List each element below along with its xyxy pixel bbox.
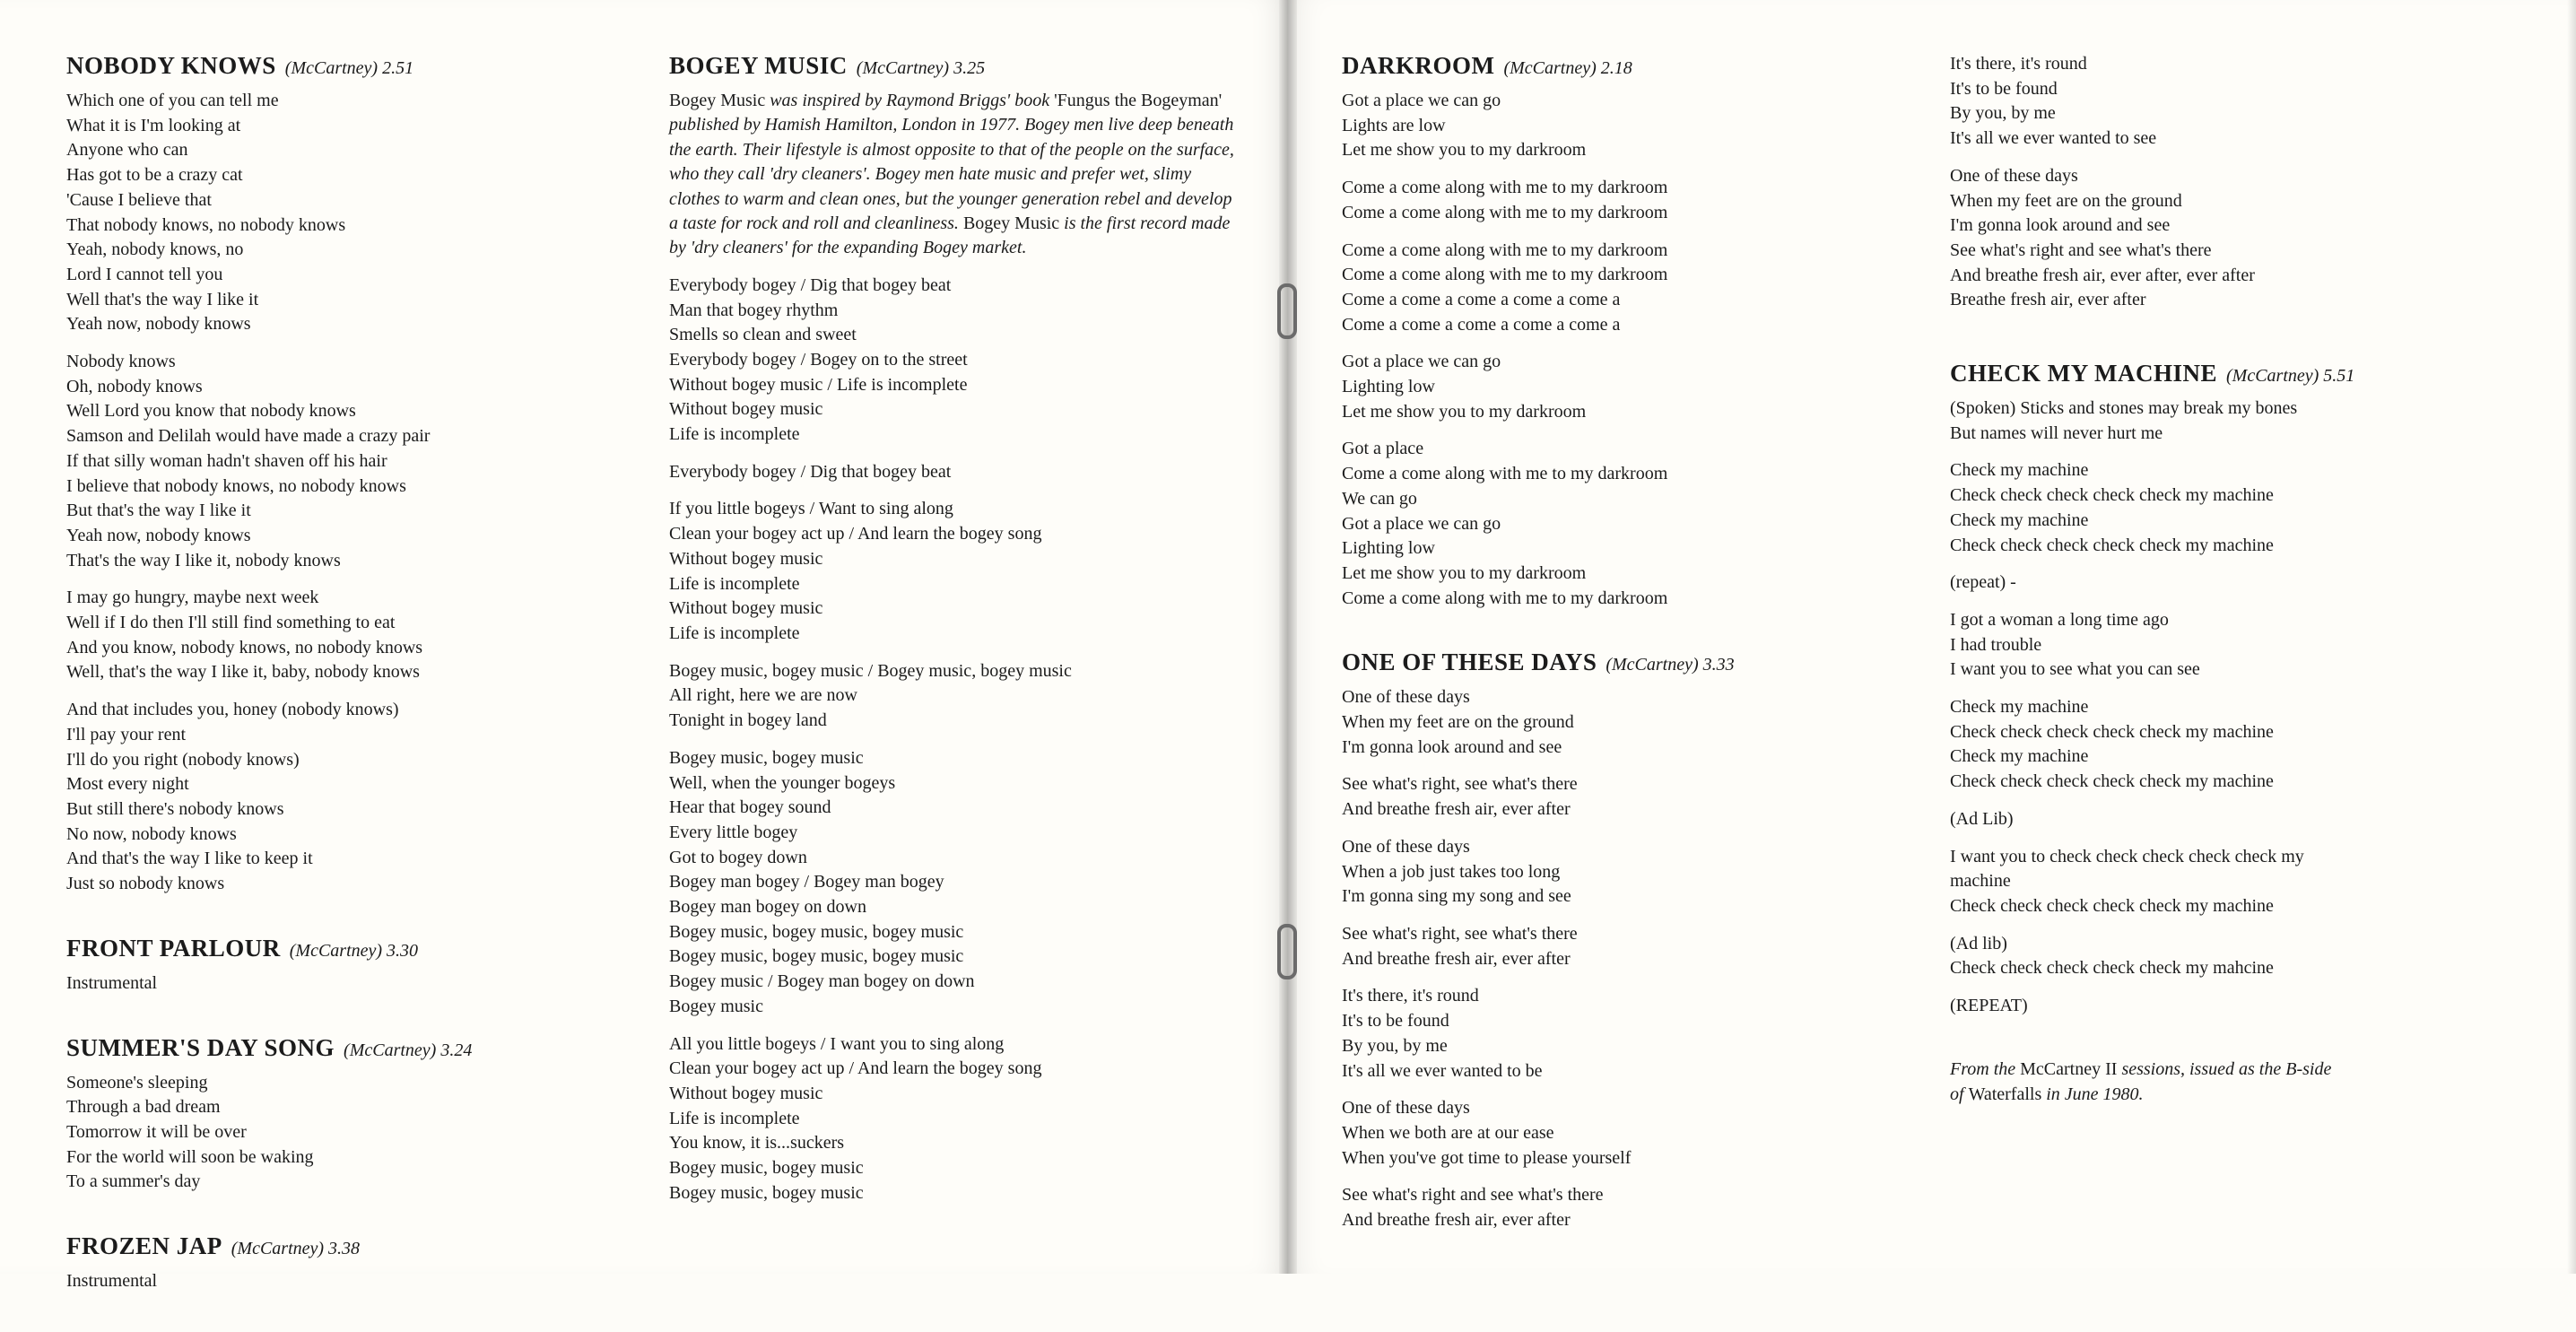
lyric-line: Hear that bogey sound [669,797,831,818]
lyric-line: I got a woman a long time ago [1950,609,2169,630]
lyric-stanza [66,1269,587,1294]
lyric-line: Without bogey music / Life is incomplete [669,374,968,395]
lyric-line: I'm gonna look around and see [1342,736,1562,757]
lyric-line: Check check check check check my machine [1950,485,2274,506]
lyric-line: All right, here we are now [669,685,857,706]
lyric-line: One of these days [1950,165,2078,186]
lyric-line: It's all we ever wanted to see [1950,128,2157,149]
lyric-line: Got to bogey down [669,847,807,867]
song-title: FRONT PARLOUR [66,934,281,962]
lyric-line: Check check check check check my machine [1950,771,2274,792]
lyric-line: Check check check check check my mahcine [1950,958,2274,979]
staple-bottom [1277,924,1297,979]
lyric-line: Yeah now, nobody knows [66,525,251,545]
lyric-stanza [66,586,587,685]
note-text-b: was inspired by Raymond Briggs' book [765,91,1055,110]
lyric-line: One of these days [1342,836,1470,857]
lyric-line: Got a place we can go [1342,91,1501,110]
lyric-line: Without bogey music [669,1083,823,1103]
lyric-stanza [1950,845,2506,919]
song-title: BOGEY MUSIC [669,52,848,79]
lyric-line: If that silly woman hadn't shaven off his hair [66,450,387,471]
lyric-line: By you, by me [1950,103,2056,124]
lyric-line: Come a come along with me to my darkroom [1342,464,1668,484]
lyric-line: Through a bad dream [66,1097,221,1118]
song-block [66,52,587,897]
lyric-stanza [1950,396,2506,446]
song-title: CHECK MY MACHINE [1950,360,2217,387]
lyric-line: Check my machine [1950,509,2089,530]
lyric-line: All you little bogeys / I want you to sing along [669,1033,1005,1054]
lyric-stanza [1950,164,2506,313]
lyric-stanza [1342,984,1898,1084]
lyric-line: Bogey music / Bogey man bogey on down [669,971,975,992]
lyric-line: Bogey music, bogey music [669,1182,864,1203]
column-4 [1950,52,2506,1107]
lyric-line: It's all we ever wanted to be [1342,1060,1543,1081]
lyric-line: (Ad lib) [1950,933,2007,953]
lyric-line: That's the way I like it, nobody knows [66,550,341,570]
footnote-text-d: of [1950,1084,1969,1104]
lyric-line: When we both are at our ease [1342,1122,1554,1143]
lyric-line: Without bogey music [669,548,823,569]
lyric-line: Life is incomplete [669,573,800,594]
lyric-line: And breathe fresh air, ever after, ever after [1950,265,2255,285]
footnote-text-a: From the [1950,1058,2021,1079]
lyric-line: Everybody bogey / Dig that bogey beat [669,461,952,482]
song-block [1342,52,1898,611]
lyric-line: And breathe fresh air, ever after [1342,799,1571,820]
song-block [1950,360,2506,1019]
lyric-line: I had trouble [1950,634,2042,655]
lyric-line: Just so nobody knows [66,874,225,894]
lyric-line: But that's the way I like it [66,501,251,521]
lyric-line: Anyone who can [66,140,188,161]
lyric-line: Nobody knows [66,352,176,372]
lyric-line: Well, when the younger bogeys [669,772,896,793]
lyric-stanza [1342,176,1898,225]
footnote-text-f: in June 1980. [2041,1084,2144,1104]
column-1 [66,52,587,1332]
song-credit: (McCartney) 3.33 [1606,655,1735,675]
lyric-line: You know, it is...suckers [669,1133,845,1154]
lyric-line: And that's the way I like to keep it [66,849,313,869]
note-text-a: Bogey Music [669,91,766,110]
lyric-line: 'Cause I believe that [66,189,212,210]
lyric-line: I may go hungry, maybe next week [66,588,319,608]
lyric-stanza [66,698,587,897]
lyric-line: Life is incomplete [669,1108,800,1128]
song-list [1950,360,2506,1019]
continuation-block [1950,52,2506,313]
lyric-line: (REPEAT) [1950,996,2028,1016]
lyric-line: It's there, it's round [1950,54,2087,74]
lyric-stanza [1950,52,2506,152]
column-3 [1342,52,1898,1271]
lyric-line: Tomorrow it will be over [66,1121,247,1142]
lyric-line: Which one of you can tell me [66,91,279,110]
song-credit: (McCartney) 3.25 [856,58,986,78]
song-block [669,52,1243,1206]
lyric-line: One of these days [1342,687,1470,708]
lyric-line: And breathe fresh air, ever after [1342,948,1571,969]
lyric-line: I believe that nobody knows, no nobody knows [66,475,406,496]
lyric-line: Instrumental [66,1271,158,1292]
song-credit: (McCartney) 5.51 [2226,366,2355,387]
lyric-stanza [1950,458,2506,558]
lyric-line: Got a place we can go [1342,513,1501,534]
song-title: ONE OF THESE DAYS [1342,649,1597,676]
lyric-line: That nobody knows, no nobody knows [66,214,346,235]
lyric-line: Samson and Delilah would have made a crazy pair [66,426,431,447]
lyric-stanza [1950,994,2506,1019]
continuation-lyrics [1950,52,2506,313]
lyric-line: To a summer's day [66,1171,201,1192]
lyric-line: Let me show you to my darkroom [1342,401,1587,422]
lyric-stanza [1342,685,1898,760]
lyric-line: Life is incomplete [669,622,800,643]
lyric-stanza [1342,1183,1898,1232]
lyric-stanza [1342,1096,1898,1171]
lyric-line: Most every night [66,774,189,795]
song-header [66,1232,587,1260]
song-title: NOBODY KNOWS [66,52,276,79]
lyric-line: Lighting low [1342,377,1435,397]
lyric-stanza [1342,922,1898,971]
lyric-line: Well, that's the way I like it, baby, nobody knows [66,662,420,683]
lyric-line: (Ad Lib) [1950,808,2014,829]
lyric-line: Got a place we can go [1342,352,1501,372]
song-header [1342,649,1898,676]
page-edge-shadow [2567,0,2576,1274]
footnote [1950,1057,2506,1107]
lyric-line: Got a place [1342,439,1424,459]
song-title: DARKROOM [1342,52,1495,79]
lyric-line: Check my machine [1950,697,2089,718]
lyric-line: If you little bogeys / Want to sing along [669,499,953,519]
lyric-line: machine [1950,871,2011,892]
song-header [1342,52,1898,80]
lyric-stanza [669,1032,1243,1206]
lyric-line: Bogey music, bogey music [669,747,864,768]
booklet-gutter [1279,0,1297,1274]
lyric-line: Everybody bogey / Bogey on to the street [669,349,968,370]
lyric-line: Bogey man bogey on down [669,897,866,918]
lyric-line: One of these days [1342,1098,1470,1119]
song-credit: (McCartney) 3.24 [344,1040,473,1060]
lyric-line: Let me show you to my darkroom [1342,562,1587,583]
lyric-line: (Spoken) Sticks and stones may break my bones [1950,398,2298,419]
lyric-line: Life is incomplete [669,424,800,445]
lyric-line: We can go [1342,488,1417,509]
lyric-line: It's to be found [1342,1011,1449,1032]
lyric-line: (repeat) - [1950,572,2016,593]
lyric-line: It's there, it's round [1342,986,1479,1006]
lyric-stanza [669,497,1243,646]
lyric-stanza [1950,695,2506,795]
lyric-line: Come a come along with me to my darkroom [1342,265,1668,285]
lyric-line: Bogey man bogey / Bogey man bogey [669,872,944,892]
song-header [669,52,1243,80]
lyric-line: Bogey music, bogey music / Bogey music, bogey music [669,660,1072,681]
lyric-line: Without bogey music [669,598,823,619]
lyric-stanza [66,350,587,573]
lyric-line: Without bogey music [669,399,823,420]
note-text-e: Bogey Music [962,213,1060,234]
lyric-line: Come a come a come a come a come a [1342,289,1621,309]
lyric-line: Smells so clean and sweet [669,325,857,345]
lyric-line: Lighting low [1342,538,1435,559]
song-credit: (McCartney) 2.18 [1503,58,1632,78]
lyric-line: Clean your bogey act up / And learn the bogey song [669,1058,1042,1079]
lyric-stanza [669,274,1243,448]
lyric-stanza [1342,437,1898,611]
lyric-line: I'm gonna sing my song and see [1342,886,1571,907]
lyric-line: And you know, nobody knows, no nobody knows [66,637,423,657]
note-text-c: 'Fungus the Bogeyman' [1054,91,1223,110]
lyric-stanza [669,746,1243,1020]
lyric-stanza [1342,239,1898,338]
lyric-line: When a job just takes too long [1342,861,1561,882]
lyric-line: See what's right and see what's there [1342,1185,1604,1206]
lyric-line: Check my machine [1950,746,2089,767]
lyric-line: I want you to check check check check check my [1950,846,2304,866]
lyric-stanza [1950,570,2506,596]
footnote-text-c: sessions, issued as the B-side [2117,1058,2332,1079]
lyric-line: Come a come along with me to my darkroom [1342,588,1668,608]
footnote-single: Waterfalls [1968,1084,2042,1104]
lyric-line: Has got to be a crazy cat [66,165,243,186]
lyric-line: Yeah now, nobody knows [66,314,251,335]
lyric-line: Well if I do then I'll still find something to eat [66,613,396,633]
song-title: SUMMER'S DAY SONG [66,1033,335,1061]
lyric-line: I'm gonna look around and see [1950,215,2171,236]
lyric-line: What it is I'm looking at [66,115,241,135]
lyric-line: Every little bogey [669,822,798,842]
lyric-line: Yeah, nobody knows, no [66,239,244,260]
lyric-line: Bogey music, bogey music [669,1158,864,1179]
lyric-line: Check check check check check my machine [1950,895,2274,916]
lyric-line: Lord I cannot tell you [66,264,223,284]
song-header [1950,360,2506,387]
lyric-stanza [1950,807,2506,832]
lyric-line: Oh, nobody knows [66,376,203,396]
lyric-stanza [1342,772,1898,822]
lyric-stanza [66,89,587,337]
lyric-line: I'll pay your rent [66,724,187,744]
lyric-line: But names will never hurt me [1950,422,2163,443]
lyric-stanza [1342,350,1898,424]
song-credit: (McCartney) 3.30 [289,940,419,961]
lyric-stanza [669,460,1243,485]
lyric-line: Well that's the way I like it [66,289,259,309]
lyric-line: Come a come along with me to my darkroom [1342,178,1668,198]
lyric-line: Check check check check check my machine [1950,721,2274,742]
lyric-line: Instrumental [66,972,158,993]
lyric-line: See what's right, see what's there [1342,923,1578,944]
lyric-line: By you, by me [1342,1035,1448,1056]
lyric-stanza [669,659,1243,734]
song-block [66,935,587,997]
lyric-stanza [66,1071,587,1196]
song-header [66,935,587,962]
note-text-d: published by Hamish Hamilton, London in 1977. Bogey men live deep beneath the earth. Their lifestyle is almost opposite to that of the people on the surface, who they call 'dry cleaners'. Bogey men hate music and prefer wet, slimy clothes to warm and clean ones, but the younger generation rebel and develop a taste for rock and roll and cleanliness. [669,115,1234,234]
song-block [66,1034,587,1196]
lyric-stanza [66,971,587,997]
staple-top [1277,283,1297,339]
lyric-line: When my feet are on the ground [1342,712,1574,733]
lyric-line: Check check check check check my machine [1950,535,2274,555]
lyric-line: Check my machine [1950,460,2089,481]
lyric-line: Someone's sleeping [66,1072,208,1093]
lyric-line: Tonight in bogey land [669,710,827,731]
song-block [1342,649,1898,1232]
footnote-album: McCartney II [2020,1058,2118,1079]
lyric-line: When you've got time to please yourself [1342,1147,1632,1168]
lyric-line: Let me show you to my darkroom [1342,140,1587,161]
lyric-line: Come a come along with me to my darkroom [1342,202,1668,222]
song-title: FROZEN JAP [66,1232,222,1260]
lyric-line: Come a come along with me to my darkroom [1342,239,1668,260]
lyric-line: I want you to see what you can see [1950,659,2200,680]
left-page [0,0,1288,1292]
lyric-line: And breathe fresh air, ever after [1342,1210,1571,1231]
column-2 [669,52,1243,1243]
lyric-line: I'll do you right (nobody knows) [66,749,300,770]
lyric-line: Bogey music, bogey music, bogey music [669,921,964,942]
lyric-line: It's to be found [1950,78,2058,99]
lyric-line: And that includes you, honey (nobody knows) [66,700,399,720]
lyric-line: Everybody bogey / Dig that bogey beat [669,274,952,295]
lyric-line: But still there's nobody knows [66,798,284,819]
lyric-line: Bogey music [669,996,763,1016]
lyric-line: For the world will soon be waking [66,1146,314,1167]
song-block [66,1232,587,1294]
song-credit: (McCartney) 2.51 [284,58,414,78]
song-header [66,52,587,80]
lyric-line: Clean your bogey act up / And learn the bogey song [669,524,1042,544]
lyric-line: Lights are low [1342,115,1446,135]
lyric-line: No now, nobody knows [66,823,237,844]
lyric-line: Man that bogey rhythm [669,300,839,320]
lyric-stanza [1950,608,2506,683]
lyric-line: Come a come a come a come a come a [1342,314,1621,335]
lyric-line: When my feet are on the ground [1950,190,2182,211]
song-credit: (McCartney) 3.38 [231,1239,361,1259]
note-text-f: is the first record made by 'dry cleaners' for the expanding Bogey market. [669,213,1231,258]
lyric-line: Breathe fresh air, ever after [1950,290,2146,310]
lyric-line: Well Lord you know that nobody knows [66,401,356,422]
song-header [66,1034,587,1062]
song-intro-note [669,89,1243,261]
lyric-stanza [1950,932,2506,981]
lyric-line: Bogey music, bogey music, bogey music [669,946,964,967]
lyric-line: See what's right, see what's there [1342,774,1578,795]
lyric-stanza [1342,89,1898,163]
lyric-stanza [1342,835,1898,910]
lyric-line: See what's right and see what's there [1950,239,2212,260]
